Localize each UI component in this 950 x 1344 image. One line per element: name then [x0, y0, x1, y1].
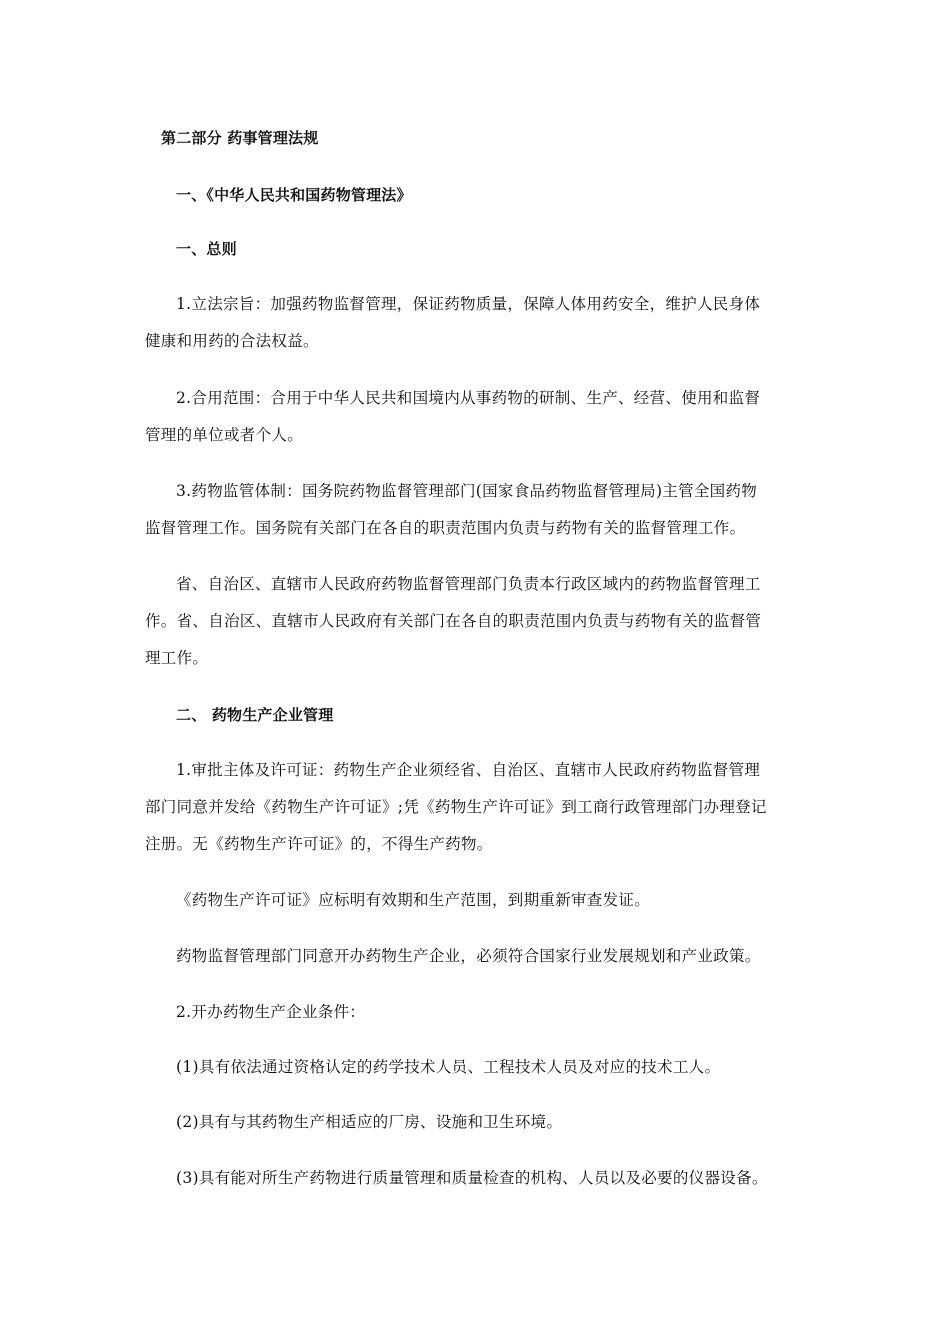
paragraph-line: 健康和用药的合法权益。	[145, 332, 319, 350]
condition-item-1: (1)具有依法通过资格认定的药学技术人员、工程技术人员及对应的技术工人。	[176, 1058, 721, 1076]
paragraph-policy: 药物监督管理部门同意开办药物生产企业，必须符合国家行业发展规划和产业政策。	[176, 947, 761, 965]
paragraph-line: 1.立法宗旨：加强药物监督管理，保证药物质量，保障人体用药安全，维护人民身体	[176, 295, 761, 313]
paragraph-line: 2.合用范围：合用于中华人民共和国境内从事药物的研制、生产、经营、使用和监督	[176, 389, 761, 407]
paragraph-license-validity: 《药物生产许可证》应标明有效期和生产范围，到期重新审查发证。	[176, 891, 651, 909]
section-heading-production: 二、 药物生产企业管理	[176, 706, 334, 724]
paragraph-line: 注册。无《药物生产许可证》的，不得生产药物。	[145, 835, 493, 853]
paragraph-line: 部门同意并发给《药物生产许可证》;凭《药物生产许可证》到工商行政管理部门办理登记	[145, 798, 767, 816]
paragraph-line: 省、自治区、直辖市人民政府药物监督管理部门负责本行政区域内的药物监督管理工	[176, 575, 761, 593]
paragraph-line: 管理的单位或者个人。	[145, 426, 304, 444]
condition-item-3: (3)具有能对所生产药物进行质量管理和质量检查的机构、人员以及必要的仪器设备。	[176, 1169, 768, 1187]
paragraph-line: 作。省、自治区、直辖市人民政府有关部门在各自的职责范围内负责与药物有关的监督管	[145, 612, 762, 630]
paragraph-line: 3.药物监管体制：国务院药物监督管理部门(国家食品药物监督管理局)主管全国药物	[176, 482, 758, 500]
part-title: 第二部分 药事管理法规	[161, 129, 319, 147]
paragraph-line: 1.审批主体及许可证：药物生产企业须经省、自治区、直辖市人民政府药物监督管理	[176, 761, 761, 779]
law-title: 一、《中华人民共和国药物管理法》	[176, 186, 412, 204]
condition-item-2: (2)具有与其药物生产相适应的厂房、设施和卫生环境。	[176, 1113, 563, 1131]
paragraph-line: 理工作。	[145, 649, 209, 667]
paragraph-line: 监督管理工作。国务院有关部门在各自的职责范围内负责与药物有关的监督管理工作。	[145, 519, 746, 537]
section-heading-general: 一、总则	[176, 240, 237, 258]
paragraph-production-2: 2.开办药物生产企业条件：	[176, 1003, 366, 1021]
